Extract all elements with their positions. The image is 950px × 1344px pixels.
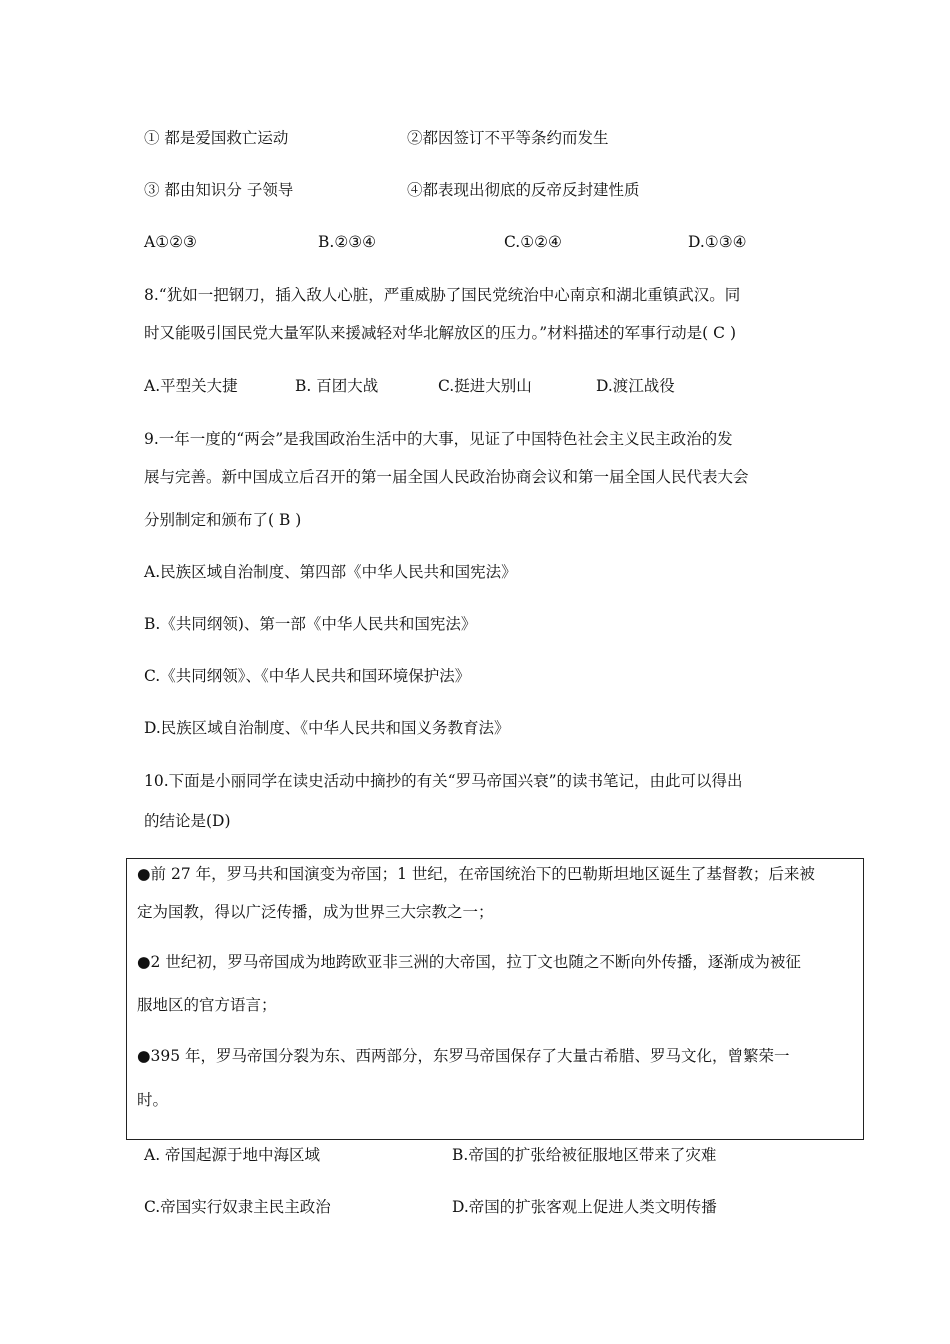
q7-option-c: C.①②④	[504, 233, 562, 251]
q9-option-c: C.《共同纲领》、《中华人民共和国环境保护法》	[144, 667, 471, 685]
q7-option-d: D.①③④	[688, 233, 747, 251]
q7-statement-1: ① 都是爱国救亡运动	[144, 129, 289, 147]
q9-option-b: B.《共同纲领)、第一部《中华人民共和国宪法》	[144, 615, 477, 633]
q10-option-c: C.帝国实行奴隶主民主政治	[144, 1198, 331, 1216]
q8-option-d: D.渡江战役	[596, 377, 675, 395]
q7-statement-4: ④都表现出彻底的反帝反封建性质	[407, 181, 640, 199]
note-1-line-2: 定为国教，得以广泛传播，成为世界三大宗教之一；	[137, 903, 494, 921]
q8-option-a: A.平型关大捷	[144, 377, 238, 395]
note-3-line-2: 时。	[137, 1091, 169, 1109]
note-2-line-2: 服地区的官方语言；	[137, 996, 277, 1014]
q10-option-a: A. 帝国起源于地中海区域	[144, 1146, 321, 1164]
q10-option-b: B.帝国的扩张给被征服地区带来了灾难	[452, 1146, 717, 1164]
q8-option-c: C.挺进大别山	[438, 377, 532, 395]
q9-stem-line-1: 9.一年一度的“两会”是我国政治生活中的大事，见证了中国特色社会主义民主政治的发	[144, 430, 733, 448]
note-2-line-1: ●2 世纪初，罗马帝国成为地跨欧亚非三洲的大帝国，拉丁文也随之不断向外传播，逐渐成为被征	[137, 953, 801, 971]
q7-option-b: B.②③④	[318, 233, 377, 251]
q10-stem-line-1: 10.下面是小丽同学在读史活动中摘抄的有关“罗马帝国兴衰”的读书笔记，由此可以得出	[144, 772, 743, 790]
q7-option-a: A①②③	[144, 233, 197, 251]
q7-statement-2: ②都因签订不平等条约而发生	[407, 129, 609, 147]
q8-stem-line-1: 8.“犹如一把钢刀，插入敌人心脏，严重威胁了国民党统治中心南京和湖北重镇武汉。同	[144, 286, 741, 304]
q8-option-b: B. 百团大战	[295, 377, 379, 395]
note-3-line-1: ●395 年，罗马帝国分裂为东、西两部分，东罗马帝国保存了大量古希腊、罗马文化，曾繁荣一	[137, 1047, 790, 1065]
q10-stem-line-2: 的结论是(D)	[144, 812, 231, 830]
q9-stem-line-3: 分别制定和颁布了( B )	[144, 511, 302, 529]
note-1-line-1: ●前 27 年，罗马共和国演变为帝国；1 世纪，在帝国统治下的巴勒斯坦地区诞生了基督教；后来被	[137, 865, 815, 883]
q10-option-d: D.帝国的扩张客观上促进人类文明传播	[452, 1198, 717, 1216]
q9-option-a: A.民族区域自治制度、第四部《中华人民共和国宪法》	[144, 563, 517, 581]
reading-notes-box	[126, 858, 864, 1140]
q9-stem-line-2: 展与完善。新中国成立后召开的第一届全国人民政治协商会议和第一届全国人民代表大会	[144, 468, 749, 486]
q9-option-d: D.民族区域自治制度、《中华人民共和国义务教育法》	[144, 719, 510, 737]
q8-stem-line-2: 时又能吸引国民党大量军队来援减轻对华北解放区的压力。”材料描述的军事行动是( C )	[144, 324, 736, 342]
q7-statement-3: ③ 都由知识分 子领导	[144, 181, 294, 199]
